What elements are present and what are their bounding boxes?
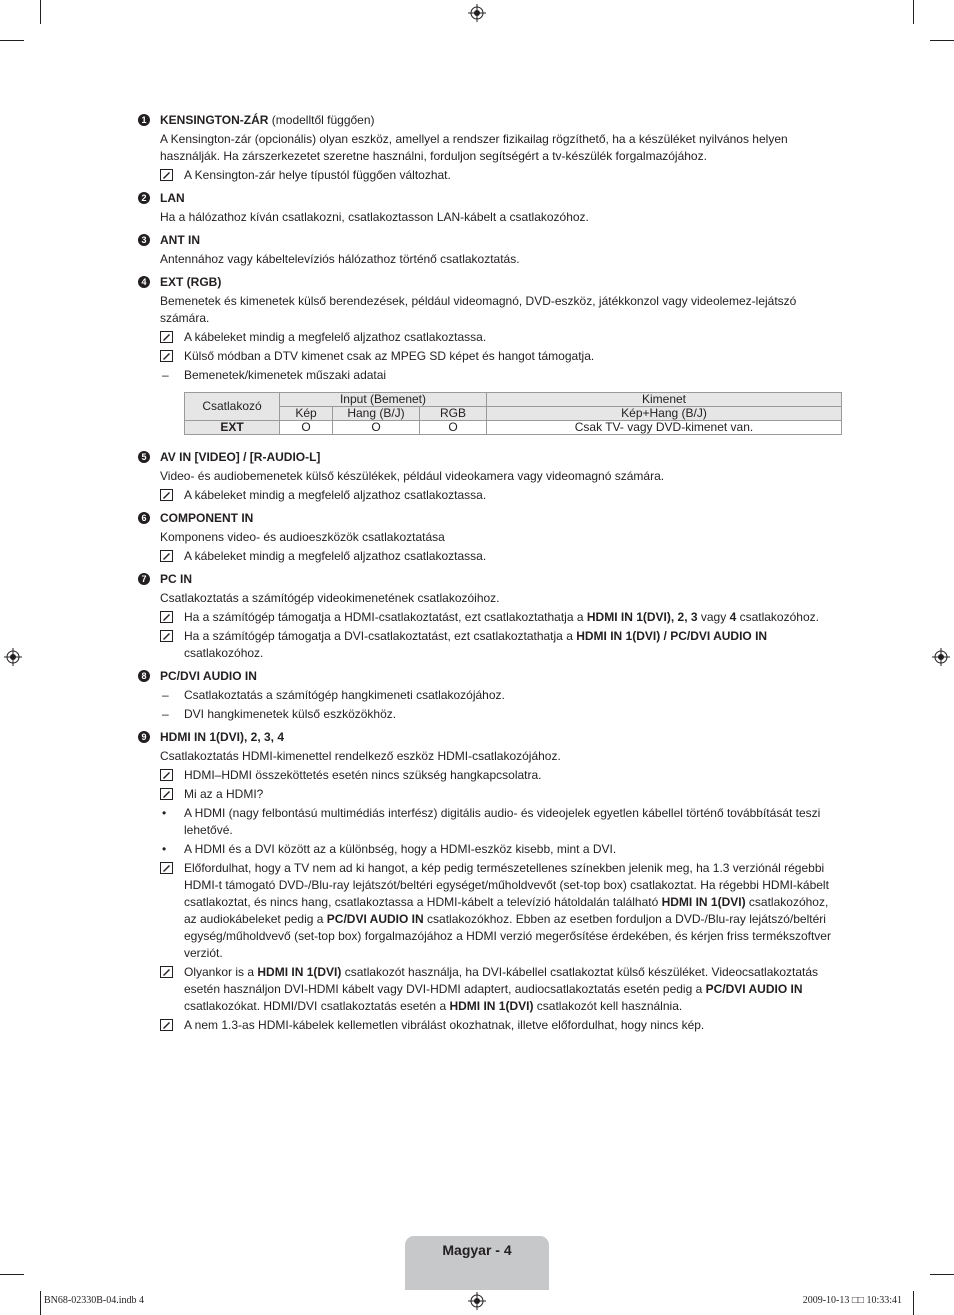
section-number: 7 [138, 573, 150, 585]
crop-mark [0, 1274, 24, 1275]
section-subtitle: (modelltől függően) [271, 113, 375, 127]
registration-mark-icon [468, 1292, 486, 1310]
note-icon [160, 1019, 173, 1031]
section-text: Bemenetek és kimenetek külső berendezések, például videomagnó, DVD-eszköz, játékkonzol vagy videolemez-lejátszó számára. [160, 294, 797, 325]
dash-item: – DVI hangkimenetek külső eszközökhöz. [162, 707, 397, 721]
registration-mark-icon [932, 648, 950, 666]
crop-mark [0, 40, 24, 41]
note: A kábeleket mindig a megfelelő aljzathoz csatlakoztassa. [160, 548, 844, 565]
section-text: Komponens video- és audioeszközök csatlakoztatása [160, 530, 445, 544]
note: Előfordulhat, hogy a TV nem ad ki hangot, a kép pedig természetellenes színekben jelenik meg, ha 1.3 verziónál régebbi HDMI-t támogató DVD-/Blu-ray lejátszót/beltéri egységet/műholdvevőt (set-top box) csatlakoztat. Ha régebbi HDMI-kábelt csatlakoztat, és nincs hang, csatlakoztassa a HDMI-kábelt a televízió hátoldalán található HDMI IN 1(DVI) csatlakozóhoz, az audiokábeleket pedig a PC/DVI AUDIO IN csatlakozókhoz. Ebben az esetben forduljon a DVD-/Blu-ray lejátszó/beltéri egység/műholdvevő (set-top box) forgalmazójához a HDMI verzió megerősítése érdekében, és kérjen friss termékszoftver verziót. [160, 860, 844, 962]
note: A kábeleket mindig a megfelelő aljzathoz csatlakoztassa. [160, 487, 844, 504]
note: A kábeleket mindig a megfelelő aljzathoz csatlakoztassa. [160, 329, 844, 346]
table-header: Kép [280, 407, 333, 421]
note-icon [160, 550, 173, 562]
section-number: 8 [138, 670, 150, 682]
section-title: PC IN [160, 572, 193, 586]
registration-mark-icon [4, 648, 22, 666]
io-spec-table [184, 392, 842, 435]
table-header: Kimenet [487, 393, 842, 407]
note-icon [160, 331, 173, 343]
table-cell: O [420, 421, 487, 435]
crop-mark [913, 1291, 914, 1315]
section-kensington [138, 112, 844, 184]
section-hdmi-in [138, 729, 844, 1034]
section-ant-in [138, 232, 844, 268]
print-slug-file: BN68-02330B-04.indb 4 [44, 1295, 144, 1306]
section-title: ANT IN [160, 233, 200, 247]
note-icon [160, 350, 173, 362]
note-icon [160, 169, 173, 181]
crop-mark [913, 0, 914, 24]
section-lan [138, 190, 844, 226]
section-av-in [138, 449, 844, 504]
table-cell: O [333, 421, 420, 435]
bullet-item: • A HDMI (nagy felbontású multimédiás interfész) digitális audio- és videojelek egyetlen kábellel történő továbbítását teszi lehetővé. [162, 806, 821, 837]
table-row [185, 421, 842, 435]
note: A Kensington-zár helye típustól függően változhat. [160, 167, 844, 184]
section-text: Csatlakoztatás HDMI-kimenettel rendelkező eszköz HDMI-csatlakozójához. [160, 749, 561, 763]
note-icon [160, 788, 173, 800]
note-icon [160, 611, 173, 623]
section-title: PC/DVI AUDIO IN [160, 669, 257, 683]
table-header: Hang (B/J) [333, 407, 420, 421]
section-title: KENSINGTON-ZÁR [160, 113, 269, 127]
section-pc-dvi-audio-in [138, 668, 844, 723]
note-icon [160, 862, 173, 874]
section-number: 3 [138, 234, 150, 246]
table-cell: O [280, 421, 333, 435]
note-icon [160, 769, 173, 781]
note: Olyankor is a HDMI IN 1(DVI) csatlakozót használja, ha DVI-kábellel csatlakoztat külső készüléket. Videocsatlakoztatás esetén használjon DVI-HDMI kábelt vagy DVI-HDMI adaptert, audiocsatlakoztatás esetén pedig a PC/DVI AUDIO IN csatlakozókat. HDMI/DVI csatlakoztatás esetén a HDMI IN 1(DVI) csatlakozót kell használnia. [160, 964, 844, 1015]
section-number: 9 [138, 731, 150, 743]
note: A nem 1.3-as HDMI-kábelek kellemetlen vibrálást okozhatnak, illetve előfordulhat, hogy nincs kép. [160, 1017, 844, 1034]
table-header: Input (Bemenet) [280, 393, 487, 407]
section-component-in [138, 510, 844, 565]
section-number: 2 [138, 192, 150, 204]
note-icon [160, 966, 173, 978]
section-text: Antennához vagy kábeltelevíziós hálózathoz történő csatlakoztatás. [160, 252, 520, 266]
note: Ha a számítógép támogatja a HDMI-csatlakoztatást, ezt csatlakoztathatja a HDMI IN 1(DVI), 2, 3 vagy 4 csatlakozóhoz. [160, 609, 844, 626]
note-icon [160, 630, 173, 642]
table-cell: EXT [185, 421, 280, 435]
bullet-item: • A HDMI és a DVI között az a különbség, hogy a HDMI-eszköz kisebb, mint a DVI. [162, 842, 617, 856]
section-number: 6 [138, 512, 150, 524]
crop-mark [40, 1291, 41, 1315]
page-label: Magyar - 4 [442, 1242, 512, 1258]
note: Ha a számítógép támogatja a DVI-csatlakoztatást, ezt csatlakoztathatja a HDMI IN 1(DVI) / PC/DVI AUDIO IN csatlakozóhoz. [160, 628, 844, 662]
table-cell: Csak TV- vagy DVD-kimenet van. [487, 421, 842, 435]
page-number-tab [405, 1236, 549, 1290]
section-text: Video- és audiobemenetek külső készülékek, például videokamera vagy videomagnó számára. [160, 469, 665, 483]
note: Mi az a HDMI? [160, 786, 844, 803]
table-header: RGB [420, 407, 487, 421]
section-text: A Kensington-zár (opcionális) olyan eszköz, amellyel a rendszer fizikailag rögzíthető, ha a készüléket nyilvános helyen használják. Ha zárszerkezetet szeretne használni, forduljon segítségért a tv-készülék forgalmazójához. [160, 132, 788, 163]
note-icon [160, 489, 173, 501]
print-slug-date: 2009-10-13 □□ 10:33:41 [802, 1295, 902, 1306]
dash-item: – Csatlakoztatás a számítógép hangkimeneti csatlakozójához. [162, 688, 505, 702]
registration-mark-icon [468, 4, 486, 22]
table-header: Kép+Hang (B/J) [487, 407, 842, 421]
note: HDMI–HDMI összeköttetés esetén nincs szükség hangkapcsolatra. [160, 767, 844, 784]
section-number: 5 [138, 451, 150, 463]
section-text: Ha a hálózathoz kíván csatlakozni, csatlakoztasson LAN-kábelt a csatlakozóhoz. [160, 210, 589, 224]
section-title: LAN [160, 191, 185, 205]
section-title: AV IN [VIDEO] / [R-AUDIO-L] [160, 450, 321, 464]
crop-mark [930, 1274, 954, 1275]
section-title: EXT (RGB) [160, 275, 222, 289]
section-number: 1 [138, 114, 150, 126]
crop-mark [40, 0, 41, 24]
crop-mark [930, 40, 954, 41]
note: Külső módban a DTV kimenet csak az MPEG SD képet és hangot támogatja. [160, 348, 844, 365]
section-title: HDMI IN 1(DVI), 2, 3, 4 [160, 730, 285, 744]
section-text: Csatlakoztatás a számítógép videokimenetének csatlakozóihoz. [160, 591, 500, 605]
section-number: 4 [138, 276, 150, 288]
dash-item: – Bemenetek/kimenetek műszaki adatai [162, 368, 387, 382]
section-ext-rgb [138, 274, 844, 435]
manual-content [138, 110, 844, 1034]
section-pc-in [138, 571, 844, 662]
table-header: Csatlakozó [185, 393, 280, 421]
section-title: COMPONENT IN [160, 511, 254, 525]
